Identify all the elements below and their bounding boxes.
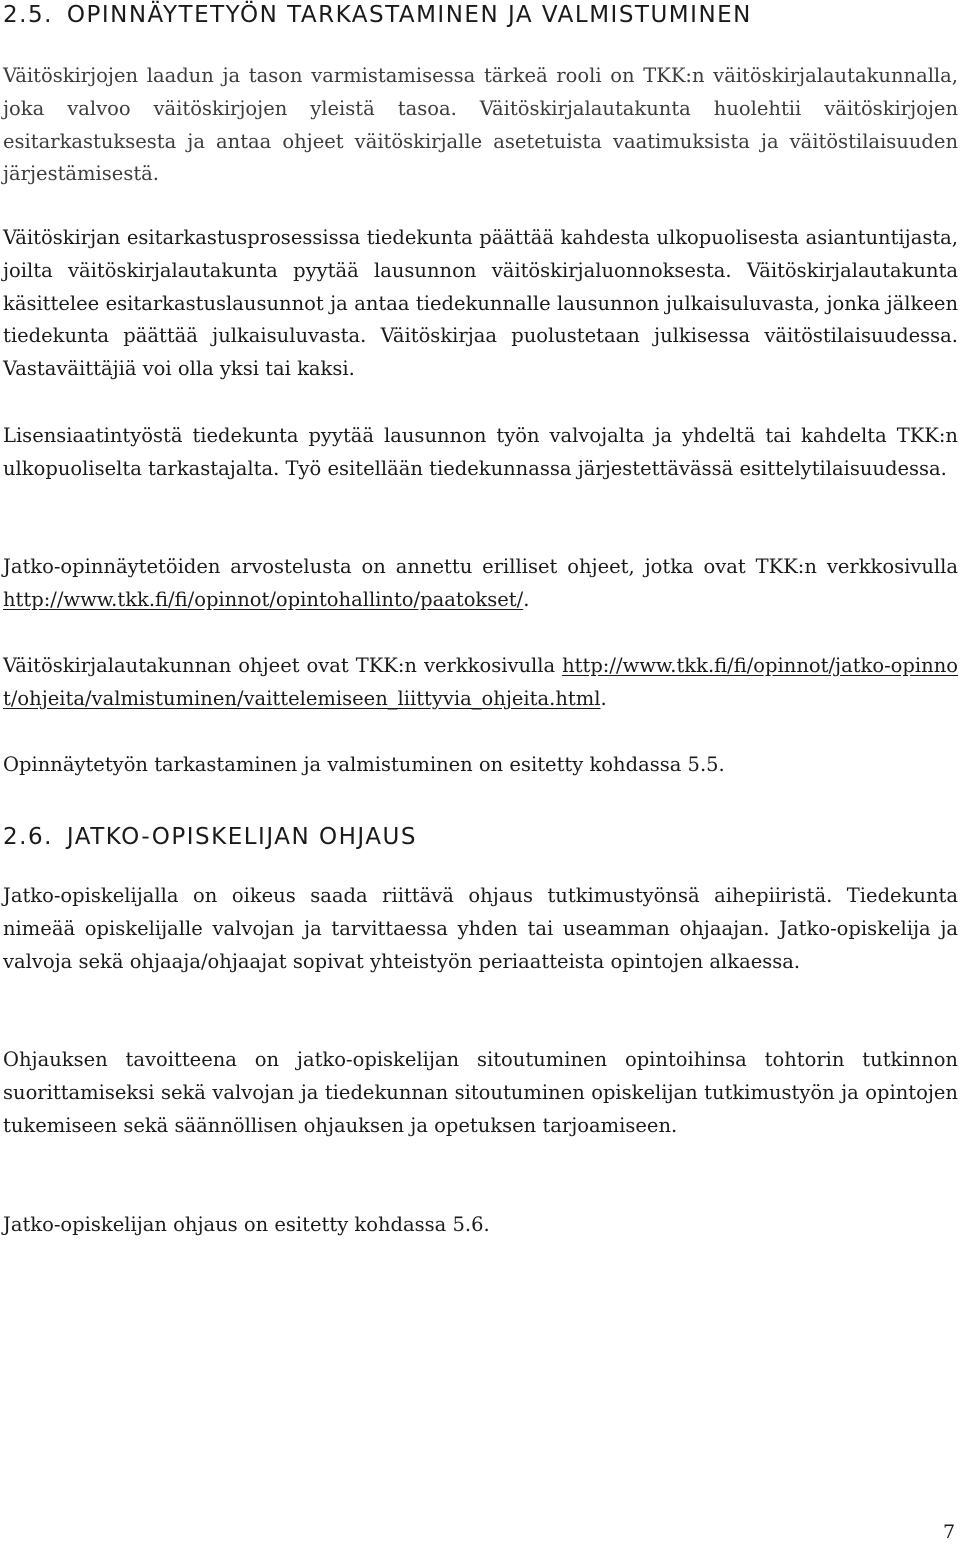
- board-instructions-text: Väitöskirjalautakunnan ohjeet ovat TKK:n verkkosivulla: [3, 654, 556, 677]
- paragraph-evaluation-instructions: [3, 551, 958, 617]
- paragraph-section-reference-5-6: Jatko-opiskelijan ohjaus on esitetty kohdassa 5.6.: [3, 1213, 490, 1236]
- section-heading-2-6: [3, 824, 417, 850]
- evaluation-period: .: [523, 587, 530, 611]
- paragraph-licentiate: Lisensiaatintyöstä tiedekunta pyytää lausunnon työn valvojalta ja yhdeltä tai kahdelta TKK:n ulkopuoliselta tarkastajalta. Työ esitellään tiedekunnassa järjestettävässä esittelytilaisuudessa.: [3, 424, 958, 480]
- paragraph-board-instructions: [3, 650, 958, 716]
- board-instructions-link[interactable]: http://www.tkk.fi/fi/opinnot/jatko-opinnot/ohjeita/valmistuminen/vaittelemiseen_liittyvia_ohjeita.html: [3, 654, 958, 710]
- paragraph-section-reference-5-5: Opinnäytetyön tarkastaminen ja valmistuminen on esitetty kohdassa 5.5.: [3, 753, 725, 776]
- evaluation-link[interactable]: http://www.tkk.fi/fi/opinnot/opintohallinto/paatokset/: [3, 587, 524, 611]
- section-number: 2.5.: [3, 2, 53, 28]
- section-number: 2.6.: [3, 824, 53, 850]
- evaluation-text: Jatko-opinnäytetöiden arvostelusta on annettu erilliset ohjeet, jotka ovat TKK:n verkkosivulla: [3, 555, 958, 578]
- section-title: OPINNÄYTETYÖN TARKASTAMINEN JA VALMISTUMINEN: [66, 2, 752, 28]
- paragraph-dissertation-board: Väitöskirjojen laadun ja tason varmistamisessa tärkeä rooli on TKK:n väitöskirjalautakunnalla, joka valvoo väitöskirjojen yleistä tasoa. Väitöskirjalautakunta huolehtii väitöskirjojen esitarkastuksesta ja antaa ohjeet väitöskirjalle asetetuista vaatimuksista ja väitöstilaisuuden järjestämisestä.: [3, 64, 958, 186]
- paragraph-supervision-goal: Ohjauksen tavoitteena on jatko-opiskelijan sitoutuminen opintoihinsa tohtorin tutkinnon suorittamiseksi sekä valvojan ja tiedekunnan sitoutuminen opiskelijan tutkimustyön ja opintojen tukemiseen sekä säännöllisen ohjauksen ja opetuksen tarjoamiseen.: [3, 1048, 958, 1137]
- section-heading-2-5: [3, 2, 752, 28]
- paragraph-supervision-right: Jatko-opiskelijalla on oikeus saada riittävä ohjaus tutkimustyönsä aihepiiristä. Tiedekunta nimeää opiskelijalle valvojan ja tarvittaessa yhden tai useamman ohjaajan. Jatko-opiskelija ja valvoja sekä ohjaaja/ohjaajat sopivat yhteistyön periaatteista opintojen alkaessa.: [3, 884, 958, 973]
- paragraph-pre-examination: Väitöskirjan esitarkastusprosessissa tiedekunta päättää kahdesta ulkopuolisesta asiantuntijasta, joilta väitöskirjalautakunta pyytää lausunnon väitöskirjaluonnoksesta. Väitöskirjalautakunta käsittelee esitarkastuslausunnot ja antaa tiedekunnalle lausunnon julkaisuluvasta, jonka jälkeen tiedekunta päättää julkaisuluvasta. Väitöskirjaa puolustetaan julkisessa väitöstilaisuudessa. Vastaväittäjiä voi olla yksi tai kaksi.: [3, 226, 958, 381]
- section-title: JATKO-OPISKELIJAN OHJAUS: [66, 824, 417, 850]
- page-number: 7: [943, 1521, 956, 1543]
- board-instructions-period: .: [600, 686, 607, 710]
